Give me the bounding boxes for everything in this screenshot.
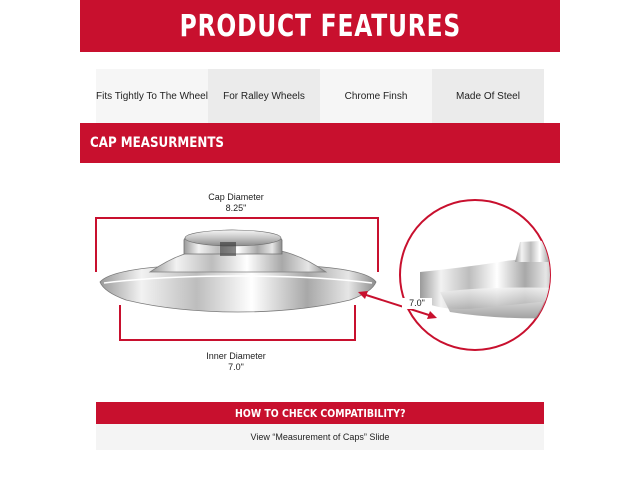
cap-diameter-label: Cap Diameter 8.25" — [208, 192, 264, 213]
feature-item: Made Of Steel — [432, 69, 544, 123]
page-title: PRODUCT FEATURES — [179, 8, 461, 44]
compatibility-subtitle: View “Measurement of Caps” Slide — [96, 424, 544, 450]
feature-item: Chrome Finsh — [320, 69, 432, 123]
compatibility-banner — [96, 402, 544, 424]
hub-cap-image — [100, 230, 376, 312]
inner-diameter-label: Inner Diameter 7.0" — [206, 351, 266, 372]
feature-item: Fits Tightly To The Wheel — [96, 69, 208, 123]
detail-measurement-label: 7.0" — [402, 298, 432, 309]
compatibility-title: HOW TO CHECK COMPATIBILITY? — [234, 406, 406, 420]
section-title: CAP MEASURMENTS — [90, 135, 225, 151]
feature-item: For Ralley Wheels — [208, 69, 320, 123]
